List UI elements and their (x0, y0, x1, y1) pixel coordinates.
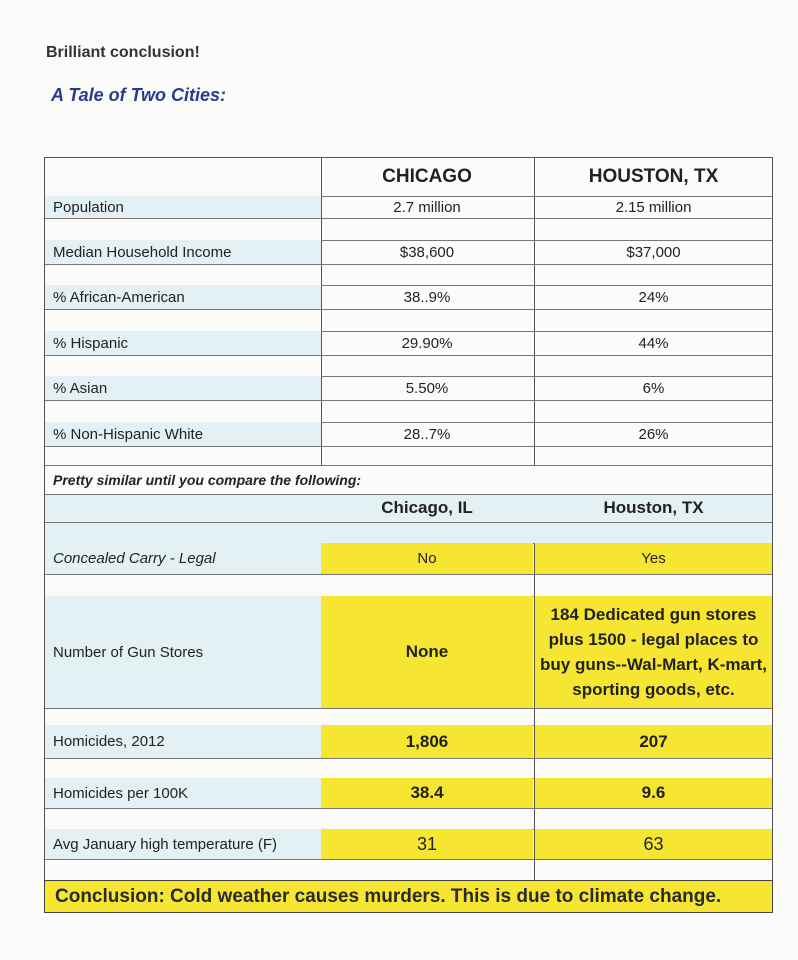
table-row (45, 725, 772, 758)
chicago-header: CHICAGO (382, 166, 472, 187)
chicago-value: 2.7 million (393, 198, 461, 216)
row-label: Number of Gun Stores (45, 596, 321, 708)
divider (45, 355, 772, 356)
chicago-value: None (321, 596, 533, 708)
houston-value: 207 (535, 725, 772, 758)
houston-subheader: Houston, TX (603, 498, 704, 517)
chicago-value: 29.90% (401, 334, 453, 352)
table-row (45, 376, 772, 400)
chicago-value: 31 (321, 829, 533, 859)
houston-value: 63 (535, 829, 772, 859)
chicago-value: 5.50% (405, 379, 449, 397)
chicago-subheader: Chicago, IL (381, 498, 473, 517)
row-label: Median Household Income (45, 240, 321, 264)
divider (45, 859, 772, 860)
conclusion-banner: Conclusion: Cold weather causes murders. This is due to climate change. (44, 880, 773, 913)
houston-value: $37,000 (626, 243, 681, 261)
row-label: Avg January high temperature (F) (45, 829, 321, 859)
table-row (45, 543, 772, 574)
houston-value: 9.6 (535, 778, 772, 808)
divider (45, 465, 772, 466)
row-label: % African-American (45, 285, 321, 309)
divider (45, 264, 772, 265)
table-row (45, 778, 772, 808)
comparison-table (44, 157, 773, 912)
divider (45, 758, 772, 759)
divider (45, 522, 772, 523)
divider (45, 808, 772, 809)
houston-header: HOUSTON, TX (588, 166, 719, 187)
chicago-value: 38..9% (403, 288, 451, 306)
table-row (45, 596, 772, 708)
row-label: Concealed Carry - Legal (45, 543, 321, 574)
row-shading (45, 522, 772, 543)
divider (45, 708, 772, 709)
subheader-row (45, 494, 772, 522)
row-label: % Non-Hispanic White (45, 422, 321, 446)
houston-value: 184 Dedicated gun stores plus 1500 - legal places to buy guns--Wal-Mart, K-mart, sporting goods, etc. (535, 596, 772, 708)
row-label: Homicides, 2012 (45, 725, 321, 758)
houston-value: 2.15 million (615, 198, 692, 216)
houston-value: 6% (642, 379, 665, 397)
comparison-note: Pretty similar until you compare the following: (53, 472, 362, 488)
divider (45, 574, 772, 575)
divider (45, 446, 772, 447)
row-label: % Hispanic (45, 331, 321, 355)
row-label: Population (45, 196, 321, 218)
divider (45, 218, 772, 219)
row-label: % Asian (45, 376, 321, 400)
subheading: A Tale of Two Cities: (51, 85, 227, 105)
table-row (45, 285, 772, 309)
table-row (45, 422, 772, 446)
header-row (45, 158, 772, 196)
houston-value: Yes (535, 543, 772, 574)
divider (45, 309, 772, 310)
divider (45, 400, 772, 401)
table-row (45, 240, 772, 264)
heading: Brilliant conclusion! (46, 44, 200, 61)
chicago-value: 28..7% (403, 425, 451, 443)
chicago-value: 38.4 (321, 778, 533, 808)
chicago-value: 1,806 (321, 725, 533, 758)
chicago-value: $38,600 (399, 243, 455, 261)
houston-value: 44% (638, 334, 669, 352)
houston-value: 26% (638, 425, 669, 443)
houston-value: 24% (638, 288, 669, 306)
chicago-value: No (321, 543, 533, 574)
table-row (45, 829, 772, 859)
table-row (45, 331, 772, 355)
table-row (45, 196, 772, 218)
row-label: Homicides per 100K (45, 778, 321, 808)
